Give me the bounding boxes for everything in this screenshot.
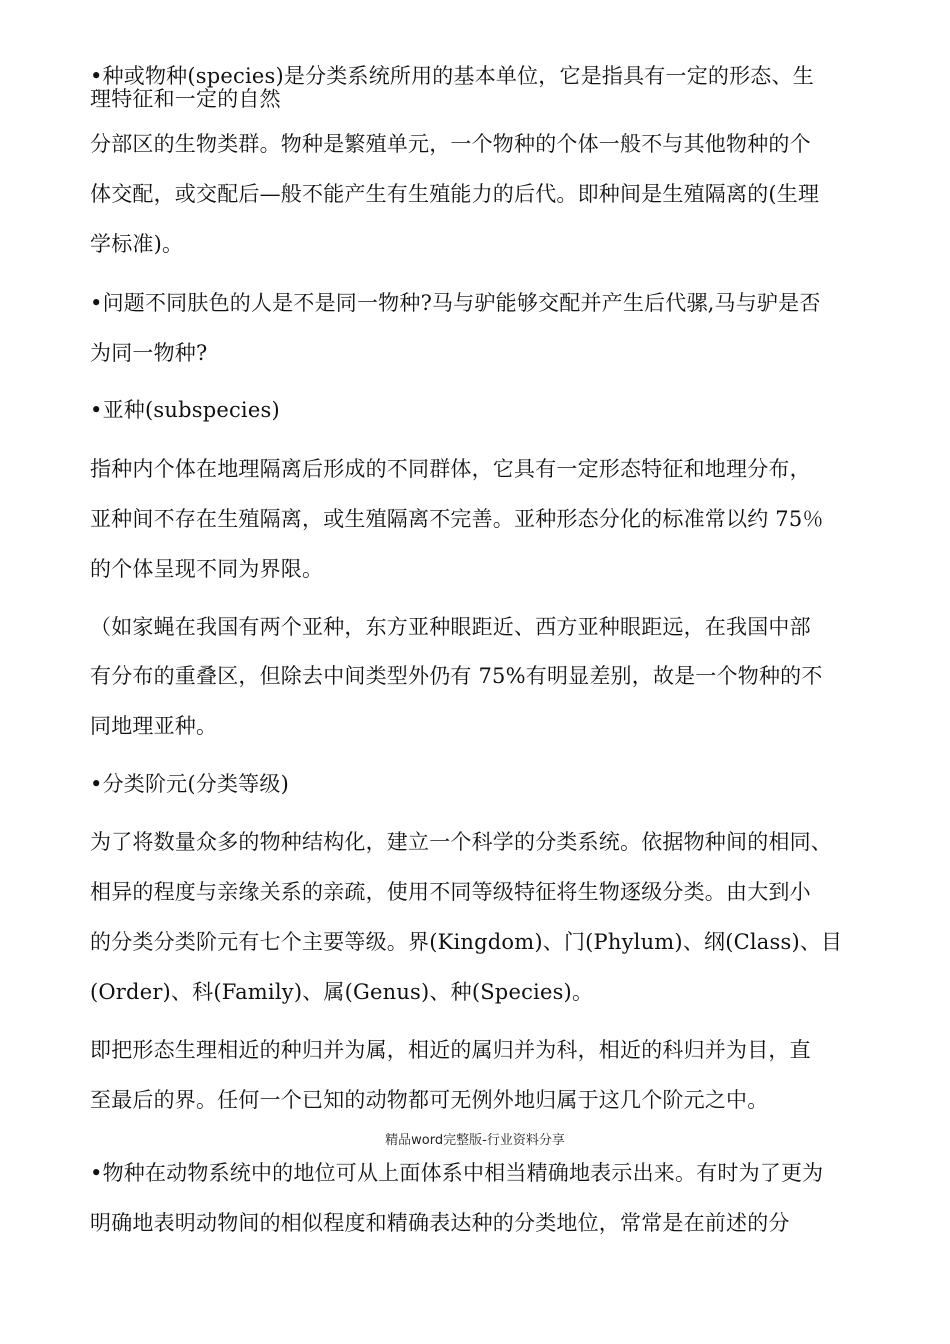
section-heading: •亚种(subspecies) (90, 398, 280, 422)
text-line: 学标准)。 (90, 232, 184, 256)
text-line: 体交配，或交配后—般不能产生有生殖能力的后代。即种间是生殖隔离的(生理 (90, 182, 820, 206)
text-line: （如家蝇在我国有两个亚种，东方亚种眼距近、西方亚种眼距远，在我国中部 (90, 615, 811, 639)
text-line: (Order)、科(Family)、属(Genus)、种(Species)。 (90, 980, 594, 1004)
page-footer: 精品word完整版-行业资料分享 (385, 1133, 565, 1148)
text-line: •种或物种(species)是分类系统所用的基本单位，它是指具有一定的形态、生 (90, 64, 814, 88)
text-line: 的分类分类阶元有七个主要等级。界(Kingdom)、门(Phylum)、纲(Class)、目 (90, 930, 843, 954)
text-line: 至最后的界。任何一个已知的动物都可无例外地归属于这几个阶元之中。 (90, 1088, 769, 1112)
text-line: •物种在动物系统中的地位可从上面体系中相当精确地表示出来。有时为了更为 (90, 1161, 824, 1185)
text-line: 为了将数量众多的物种结构化，建立一个科学的分类系统。依据物种间的相同、 (90, 830, 832, 854)
text-line: 为同一物种? (90, 341, 208, 365)
text-line: 有分布的重叠区，但除去中间类型外仍有 75%有明显差别，故是一个物种的不 (90, 664, 823, 688)
text-line: 同地理亚种。 (90, 714, 218, 738)
text-line: 指种内个体在地理隔离后形成的不同群体，它具有一定形态特征和地理分布， (90, 457, 811, 481)
text-line: •问题不同肤色的人是不是同一物种?马与驴能够交配并产生后代骡,马与驴是否 (90, 291, 821, 315)
text-line: 亚种间不存在生殖隔离，或生殖隔离不完善。亚种形态分化的标准常以约 75％ (90, 507, 824, 531)
text-line: 分部区的生物类群。物种是繁殖单元，一个物种的个体一般不与其他物种的个 (90, 132, 811, 156)
text-line: 即把形态生理相近的种归并为属，相近的属归并为科，相近的科归并为目，直 (90, 1038, 811, 1062)
text-line: 的个体呈现不同为界限。 (90, 557, 324, 581)
section-heading: •分类阶元(分类等级) (90, 772, 289, 796)
text-line: 理特征和一定的自然 (90, 87, 281, 111)
text-line: 相异的程度与亲缘关系的亲疏，使用不同等级特征将生物逐级分类。由大到小 (90, 880, 811, 904)
text-line: 明确地表明动物间的相似程度和精确表达种的分类地位，常常是在前述的分 (90, 1211, 790, 1235)
